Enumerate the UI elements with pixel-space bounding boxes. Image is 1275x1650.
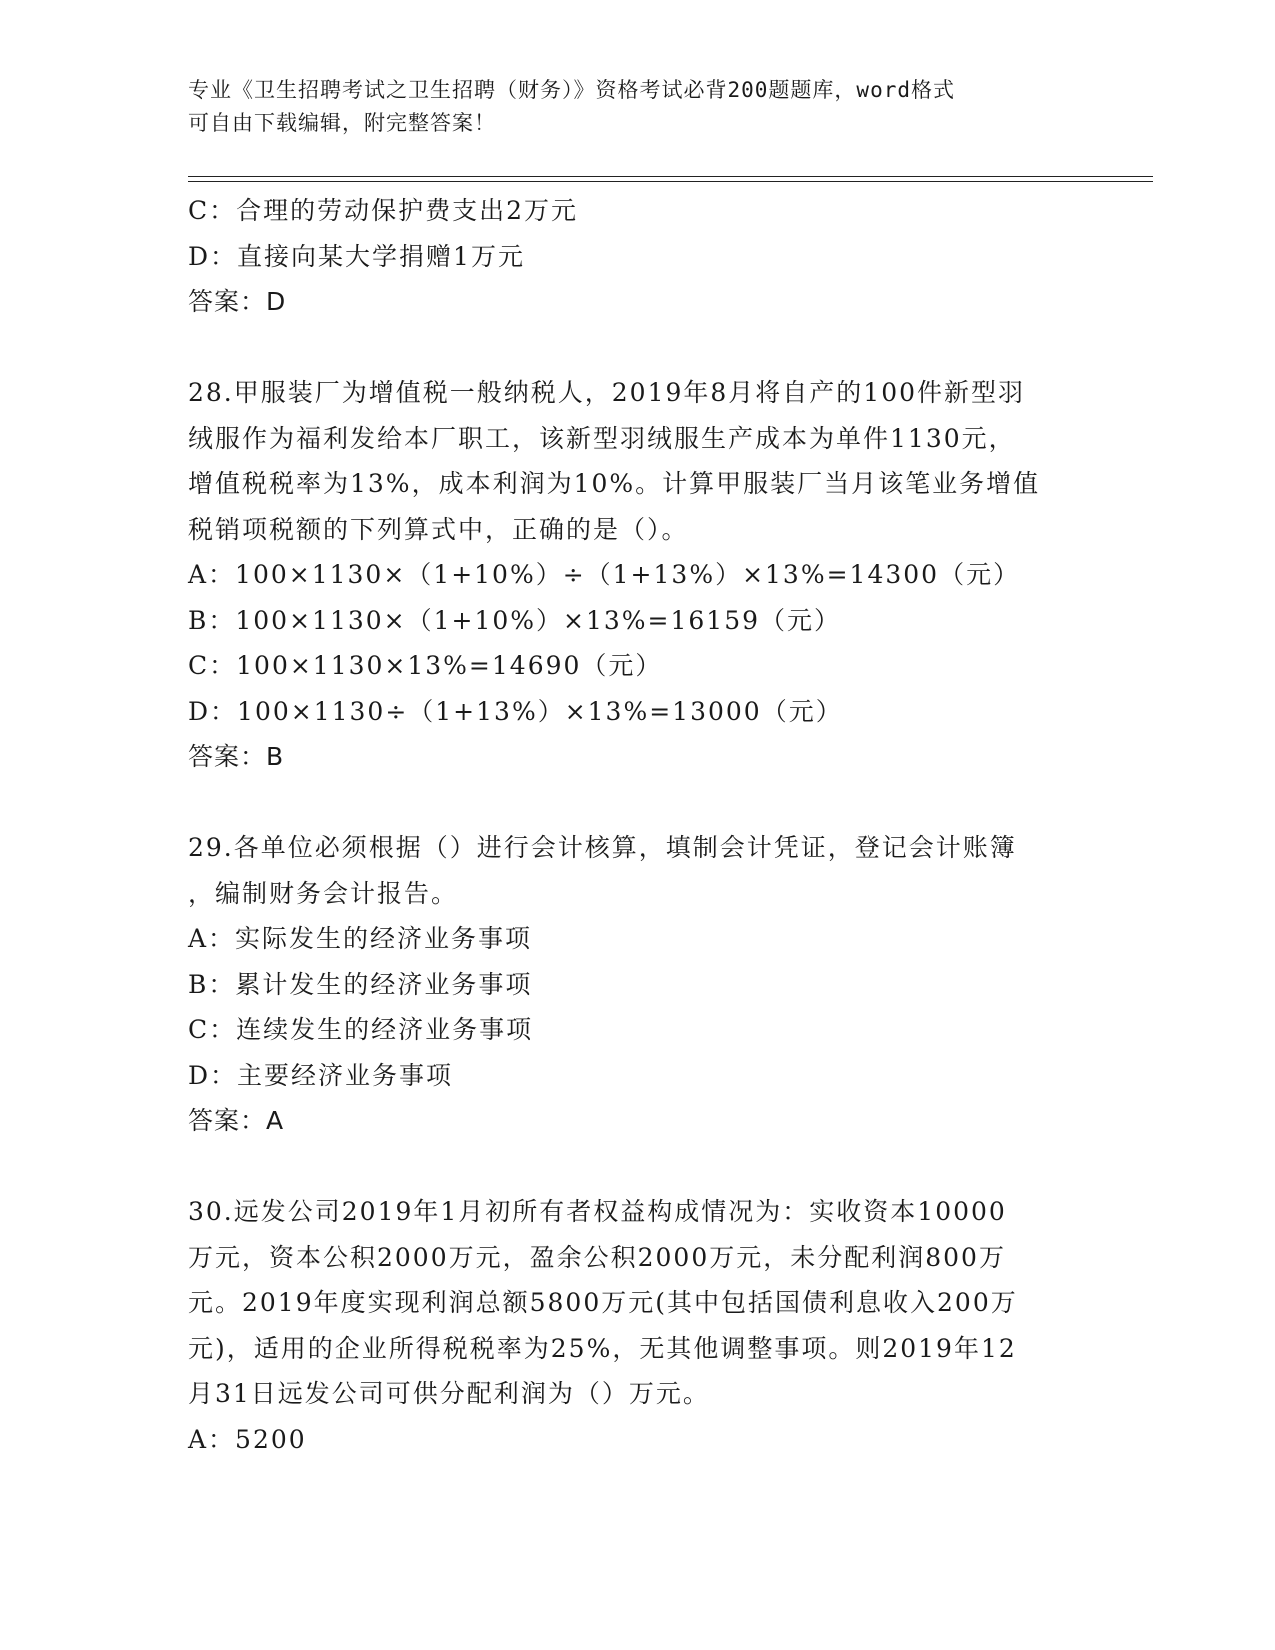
question-27 [188,188,1088,325]
spacer [188,325,1088,371]
question-stem-line: 28.甲服装厂为增值税一般纳税人，2019年8月将自产的100件新型羽 [188,378,1026,407]
question-28 [188,370,1088,780]
question-stem-line: 30.远发公司2019年1月初所有者权益构成情况为：实收资本10000 [188,1197,1007,1226]
header-divider-top [188,176,1153,177]
question-stem-line: 增值税税率为13%，成本利润为10%。计算甲服装厂当月该笔业务增值 [188,469,1041,498]
question-29 [188,825,1088,1144]
option-a: A：5200 [188,1424,307,1454]
option-a: A：100×1130×（1+10%）÷（1+13%）×13%=14300（元） [188,560,1021,589]
question-stem-line: 绒服作为福利发给本厂职工，该新型羽绒服生产成本为单件1130元， [188,423,1016,453]
answer-text: 答案：A [188,1106,285,1135]
header-divider-bottom [188,181,1153,182]
question-30 [188,1189,1088,1462]
header-line-2: 可自由下载编辑，附完整答案！ [188,111,496,135]
answer-text: 答案：D [188,287,287,316]
question-content [188,188,1088,1462]
question-stem-line: 29.各单位必须根据（）进行会计核算，填制会计凭证，登记会计账簿 [188,833,1017,862]
option-d: D：直接向某大学捐赠1万元 [188,241,525,271]
option-d: D：主要经济业务事项 [188,1060,454,1090]
question-stem-line: 月31日远发公司可供分配利润为（）万元。 [188,1379,710,1408]
answer-text: 答案：B [188,742,285,771]
spacer [188,1144,1088,1190]
option-b: B：累计发生的经济业务事项 [188,969,533,999]
option-d: D：100×1130÷（1+13%）×13%=13000（元） [188,696,843,726]
header-line-1: 专业《卫生招聘考试之卫生招聘（财务）》资格考试必背200题题库，word格式 [188,78,955,102]
option-a: A：实际发生的经济业务事项 [188,924,533,953]
document-header [188,74,1088,140]
question-stem-line: 税销项税额的下列算式中，正确的是（）。 [188,514,689,544]
question-stem-line: 元)，适用的企业所得税税率为25%，无其他调整事项。则2019年12 [188,1333,1017,1363]
question-stem-line: ，编制财务会计报告。 [188,878,459,908]
option-c: C：合理的劳动保护费支出2万元 [188,196,579,225]
option-c: C：连续发生的经济业务事项 [188,1015,534,1044]
question-stem-line: 元。2019年度实现利润总额5800万元(其中包括国债利息收入200万 [188,1288,1018,1317]
option-b: B：100×1130×（1+10%）×13%=16159（元） [188,605,842,635]
option-c: C：100×1130×13%=14690（元） [188,651,663,680]
question-stem-line: 万元，资本公积2000万元，盈余公积2000万元，未分配利润800万 [188,1242,1006,1272]
spacer [188,780,1088,826]
